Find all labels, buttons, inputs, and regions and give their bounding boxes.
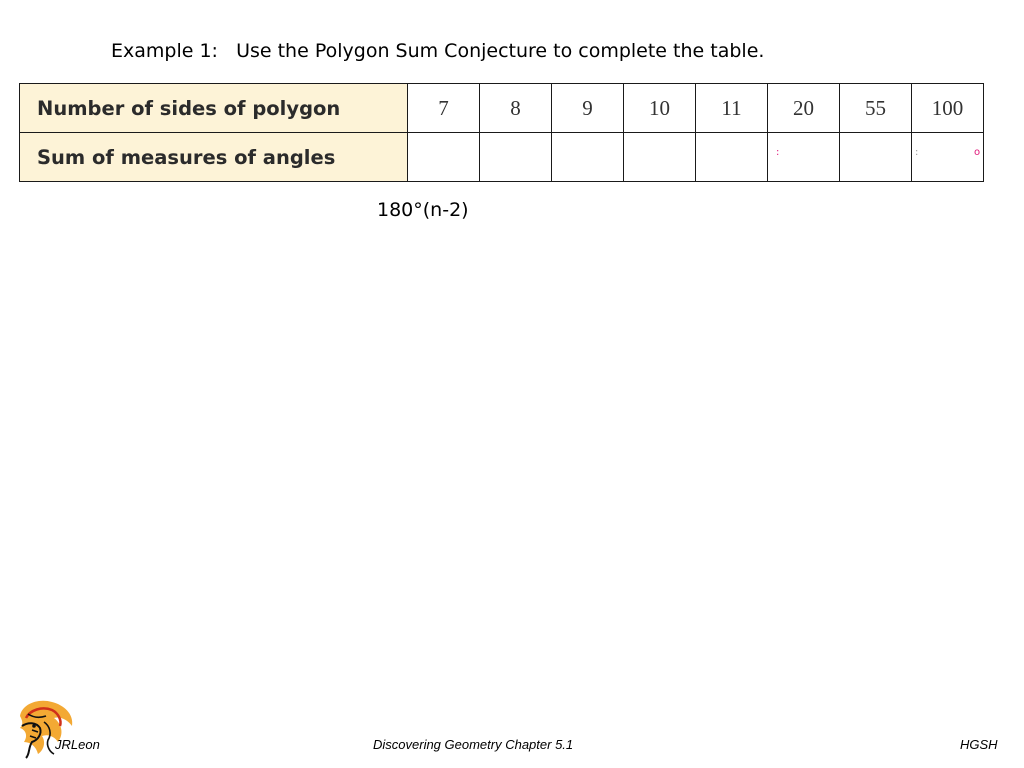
angle-sum-cell: [840, 133, 912, 182]
sides-cell: 20: [768, 84, 840, 133]
angle-sum-cell: [408, 133, 480, 182]
sides-cell: 100: [912, 84, 984, 133]
formula-text: 180°(n-2): [377, 199, 469, 221]
sides-cell: 55: [840, 84, 912, 133]
angle-sum-row: [20, 133, 984, 182]
footer-author: JRLeon: [55, 737, 100, 752]
sides-row-label: Number of sides of polygon: [20, 84, 408, 133]
footer-title: Discovering Geometry Chapter 5.1: [373, 737, 574, 752]
polygon-sum-table: [19, 83, 984, 182]
sides-cell: 7: [408, 84, 480, 133]
stray-mark: :: [915, 147, 919, 158]
sides-cell: 8: [480, 84, 552, 133]
sides-cell: 9: [552, 84, 624, 133]
angle-sum-cell: [480, 133, 552, 182]
lion-logo-icon: [8, 696, 78, 762]
footer-school: HGSH: [960, 737, 998, 752]
angle-sum-cell: [768, 133, 840, 182]
angle-sum-cell: [696, 133, 768, 182]
stray-mark: :: [776, 147, 780, 158]
angle-sum-cell: [624, 133, 696, 182]
angle-sum-cell: [552, 133, 624, 182]
sides-cell: 10: [624, 84, 696, 133]
example-heading: Example 1: Use the Polygon Sum Conjecture to complete the table.: [111, 40, 765, 62]
sides-cell: 11: [696, 84, 768, 133]
stray-mark: o: [974, 147, 981, 158]
sides-row: [20, 84, 984, 133]
angle-sum-row-label: Sum of measures of angles: [20, 133, 408, 182]
angle-sum-cell: [912, 133, 984, 182]
